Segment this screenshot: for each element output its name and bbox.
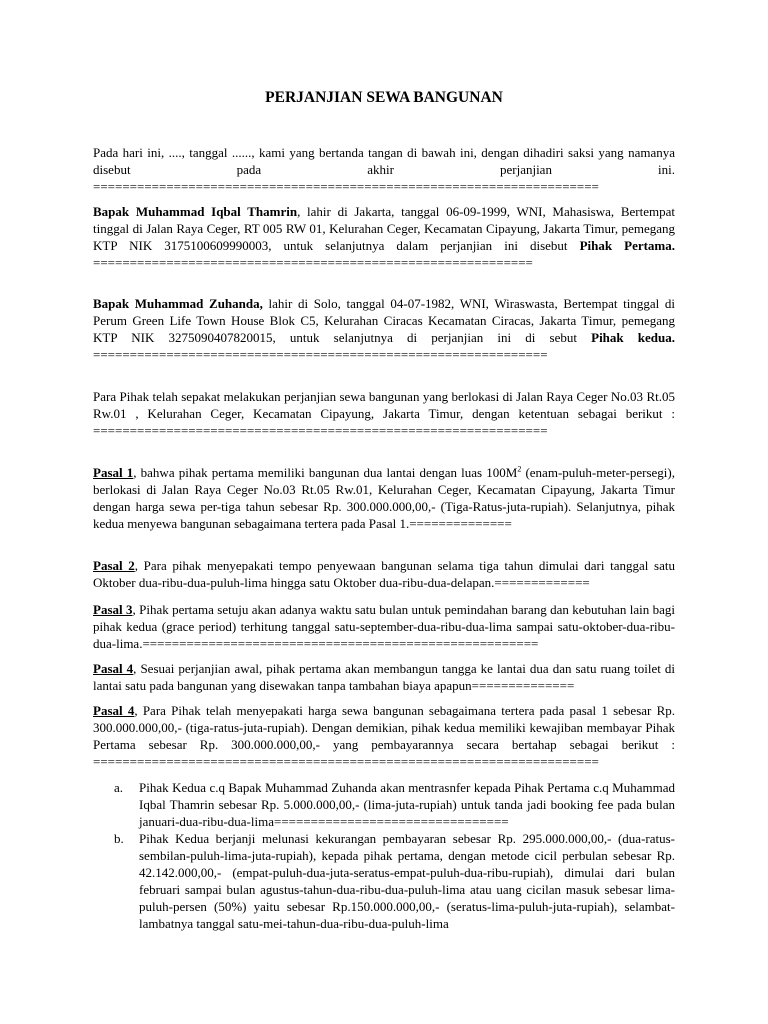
pasal-2-label: Pasal 2 <box>93 558 135 573</box>
superscript-exponent: 2 <box>517 464 522 474</box>
pasal-1-text-continued: (enam-puluh-meter-persegi), berlokasi di Jalan Raya Ceger No.03 Rt.05 Rw.01, Kelurahan Ceger, Kecamatan Cipayung, Jakarta Timur dengan harga sewa per-tiga tahun sebesar Rp. 300.000.000,00,- (Tiga-Ratus-juta-rupiah). Selanjutnya, pihak kedua menyewa bangunan sebagaimana tertera pada Pasal 1.============== <box>93 465 675 531</box>
pasal-2-text: , Para pihak menyepakati tempo penyewaan bangunan selama tiga tahun dimulai dari tanggal satu Oktober dua-ribu-dua-puluh-lima hingga satu Oktober dua-ribu-dua-delapan.============= <box>93 558 675 590</box>
party-one-name: Bapak Muhammad Iqbal Thamrin <box>93 204 298 219</box>
opening-text: Pada hari ini, ...., tanggal ......, kami yang bertanda tangan di bawah ini, dengan dihadiri saksi yang namanya disebut pada akhir perjanjian ini. <box>93 145 675 177</box>
pasal-4-paragraph <box>93 660 675 694</box>
separator-line: ============================================================ <box>93 255 533 270</box>
pasal-4-text: , Sesuai perjanjian awal, pihak pertama akan membangun tangga ke lantai dua dan satu ruang toilet di lantai satu pada bangunan yang disewakan tanpa tambahan biaya apapun============== <box>93 661 675 693</box>
list-marker: a. <box>114 780 124 795</box>
party-one-paragraph <box>93 203 675 271</box>
agreement-paragraph <box>93 388 675 439</box>
pasal-3-paragraph <box>93 601 675 652</box>
payment-list <box>114 779 675 932</box>
separator-line: ===================================================================== <box>93 179 599 194</box>
party-one-details: , lahir di Jakarta, tanggal 06-09-1999, WNI, Mahasiswa, Bertempat tinggal di Jalan Raya Ceger, RT 005 RW 01, Kelurahan Ceger, Kecamatan Cipayung, Jakarta Timur, pemegang KTP NIK 3175100609990003, untuk selanjutnya dalam perjanjian ini disebut <box>93 204 675 253</box>
pasal-3-text: , Pihak pertama setuju akan adanya waktu satu bulan untuk pemindahan barang dan kebutuhan lain bagi pihak kedua (grace period) terhitung tanggal satu-september-dua-ribu-dua-lima sampai satu-oktober-dua-ribu-dua-lima.====================================================== <box>93 602 675 651</box>
party-two-role: Pihak kedua. <box>591 330 675 345</box>
pasal-4-payment-text: , Para Pihak telah menyepakati harga sewa bangunan sebagaimana tertera pada pasal 1 sebesar Rp. 300.000.000,00,- (tiga-ratus-juta-rupiah). Dengan demikian, pihak kedua memiliki kewajiban membayar Pihak Pertama sebesar Rp. 300.000.000,00,- yang pembayarannya secara bertahap sebagai berikut : ===================================================================== <box>93 703 675 769</box>
pasal-1-text: , bahwa pihak pertama memiliki bangunan dua lantai dengan luas 100M <box>133 465 518 480</box>
party-two-details: lahir di Solo, tanggal 04-07-1982, WNI, Wiraswasta, Bertempat tinggal di Perum Green Life Town House Blok C5, Kelurahan Ciracas Kecamatan Ciracas, Jakarta Timur, pemegang KTP NIK 3275090407820015, untuk selanjutnya di perjanjian ini di sebut <box>93 296 675 345</box>
pasal-4-label: Pasal 4 <box>93 661 134 676</box>
pasal-3-label: Pasal 3 <box>93 602 133 617</box>
party-two-name: Bapak Muhammad Zuhanda, <box>93 296 263 311</box>
pasal-1-paragraph <box>93 464 675 532</box>
party-two-paragraph <box>93 295 675 363</box>
agreement-text: Para Pihak telah sepakat melakukan perjanjian sewa bangunan yang berlokasi di Jalan Raya Ceger No.03 Rt.05 Rw.01 , Kelurahan Ceger, Kecamatan Cipayung, Jakarta Timur, dengan ketentuan sebagai berikut : <box>93 389 675 421</box>
list-item-text: Pihak Kedua c.q Bapak Muhammad Zuhanda akan mentrasnfer kepada Pihak Pertama c.q Muhammad Iqbal Thamrin sebesar Rp. 5.000.000,00,- (lima-juta-rupiah) untuk tanda jadi booking fee pada bulan januari-dua-ribu-dua-lima================================ <box>139 780 675 829</box>
pasal-4-payment-label: Pasal 4 <box>93 703 135 718</box>
separator-line: ============================================================== <box>93 347 548 362</box>
list-item-text: Pihak Kedua berjanji melunasi kekurangan pembayaran sebesar Rp. 295.000.000,00,- (dua-ratus-sembilan-puluh-lima-juta-rupiah), kepada pihak pertama, dengan metode cicil perbulan sebesar Rp. 42.142.000,00,- (empat-puluh-dua-juta-seratus-empat-puluh-dua-ribu-rupiah), dimulai dari bulan februari sampai bulan agustus-tahun-dua-ribu-dua-puluh-lima atau uang cicilan masuk sebesar lima-puluh-persen (50%) yaitu sebesar Rp.150.000.000,00,- (seratus-lima-puluh-juta-rupiah), selambat-lambatnya tanggal satu-mei-tahun-dua-ribu-dua-puluh-lima <box>139 831 675 931</box>
separator-line: ============================================================== <box>93 423 548 438</box>
list-item <box>114 830 675 932</box>
pasal-4-payment-paragraph <box>93 702 675 770</box>
document-title: PERJANJIAN SEWA BANGUNAN <box>265 89 503 106</box>
pasal-1-label: Pasal 1 <box>93 465 134 480</box>
opening-paragraph <box>93 144 675 195</box>
list-item <box>114 779 675 830</box>
pasal-2-paragraph <box>93 557 675 591</box>
party-one-role: Pihak Pertama. <box>579 238 676 253</box>
list-marker: b. <box>114 831 124 846</box>
